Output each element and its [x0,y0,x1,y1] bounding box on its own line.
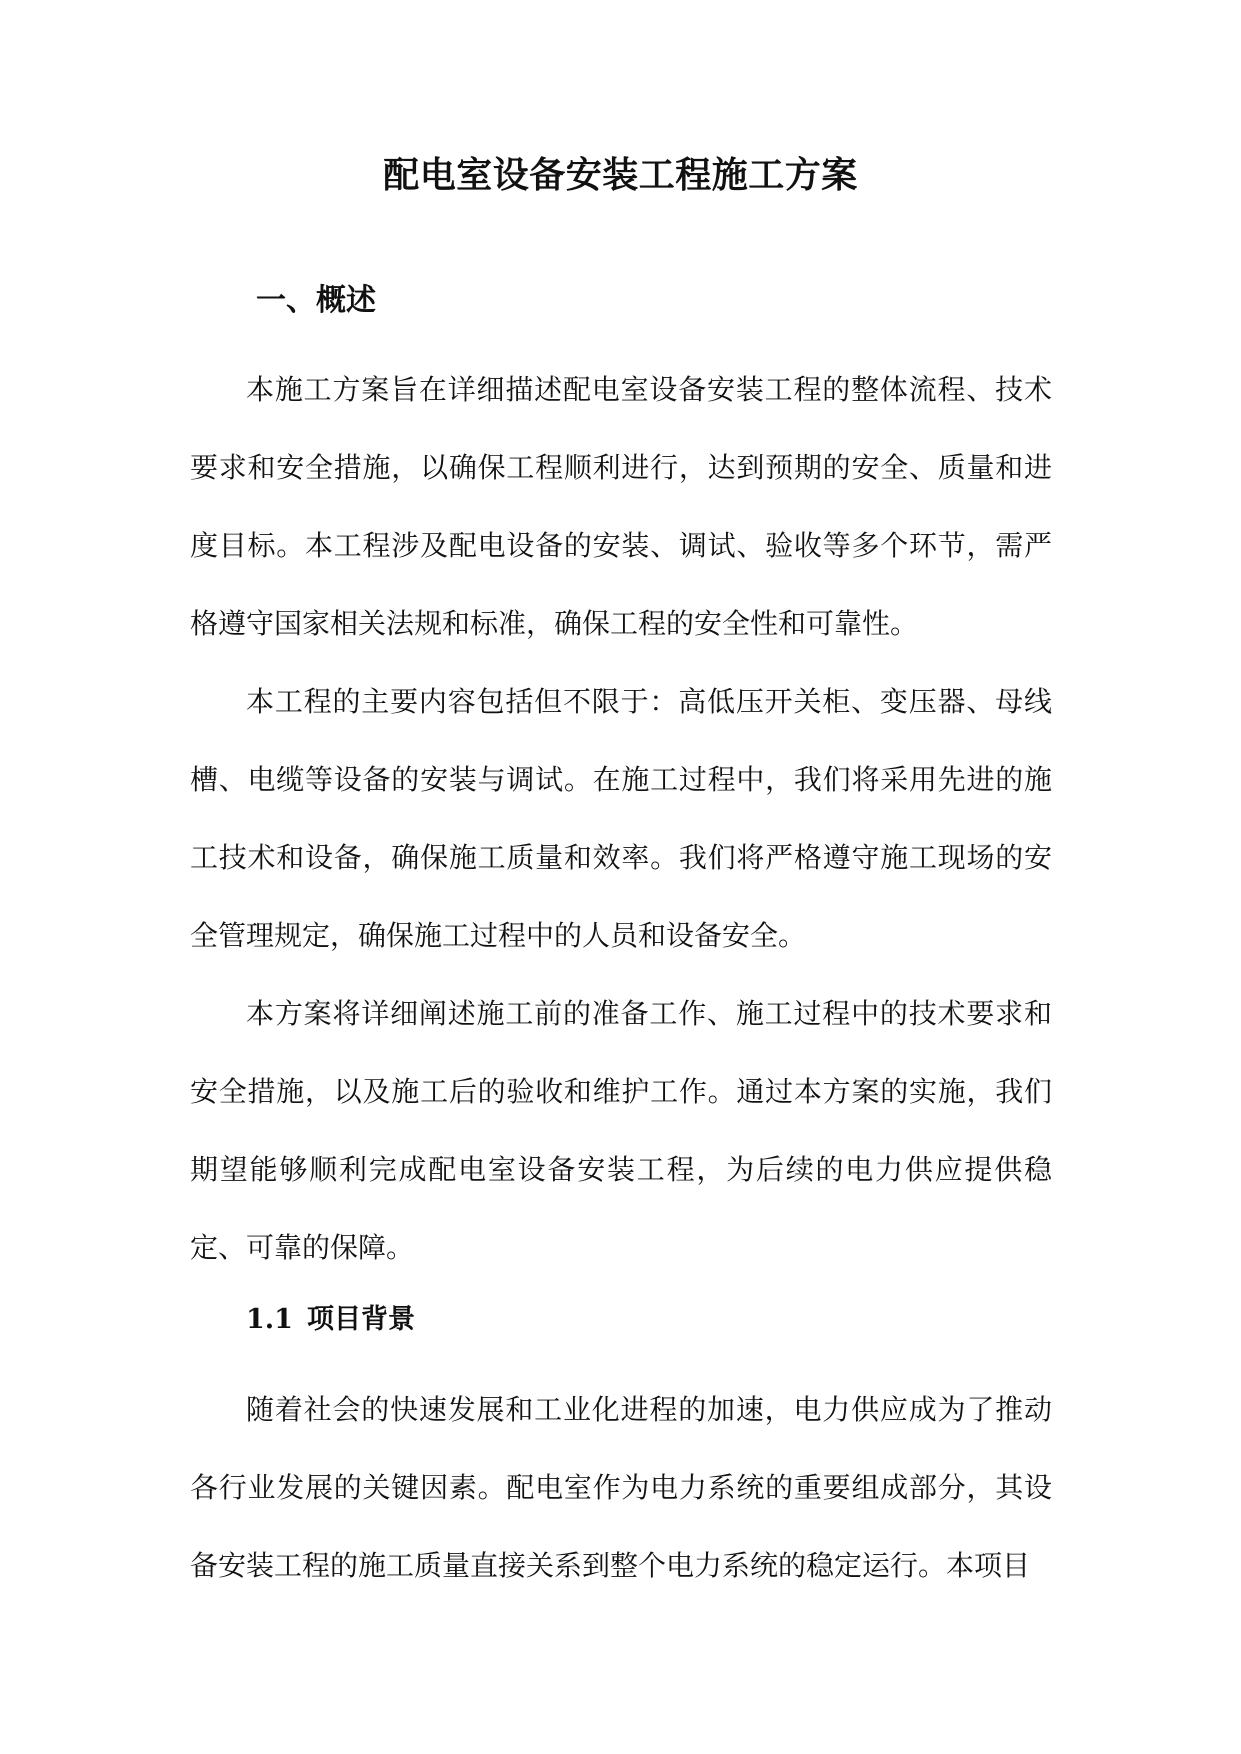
paragraph-overview-2: 本工程的主要内容包括但不限于：高低压开关柜、变压器、母线槽、电缆等设备的安装与调试。在施工过程中，我们将采用先进的施工技术和设备，确保施工质量和效率。我们将严格遵守施工现场的安全管理规定，确保施工过程中的人员和设备安全。 [190,685,1052,952]
subsection-heading-project-background [246,1300,415,1340]
subsection-number: 1.1 [246,1304,293,1335]
paragraph-overview-1: 本施工方案旨在详细描述配电室设备安装工程的整体流程、技术要求和安全措施，以确保工程顺利进行，达到预期的安全、质量和进度目标。本工程涉及配电设备的安装、调试、验收等多个环节，需严格遵守国家相关法规和标准，确保工程的安全性和可靠性。 [190,373,1052,640]
paragraph-overview-3: 本方案将详细阐述施工前的准备工作、施工过程中的技术要求和安全措施，以及施工后的验收和维护工作。通过本方案的实施，我们期望能够顺利完成配电室设备安装工程，为后续的电力供应提供稳定、可靠的保障。 [190,997,1052,1264]
subsection-title: 项目背景 [306,1304,415,1335]
document-title: 配电室设备安装工程施工方案 [383,154,858,196]
paragraph-project-background-1: 随着社会的快速发展和工业化进程的加速，电力供应成为了推动各行业发展的关键因素。配电室作为电力系统的重要组成部分，其设备安装工程的施工质量直接关系到整个电力系统的稳定运行。本项目 [190,1393,1052,1582]
section-heading-overview: 一、概述 [256,283,376,318]
